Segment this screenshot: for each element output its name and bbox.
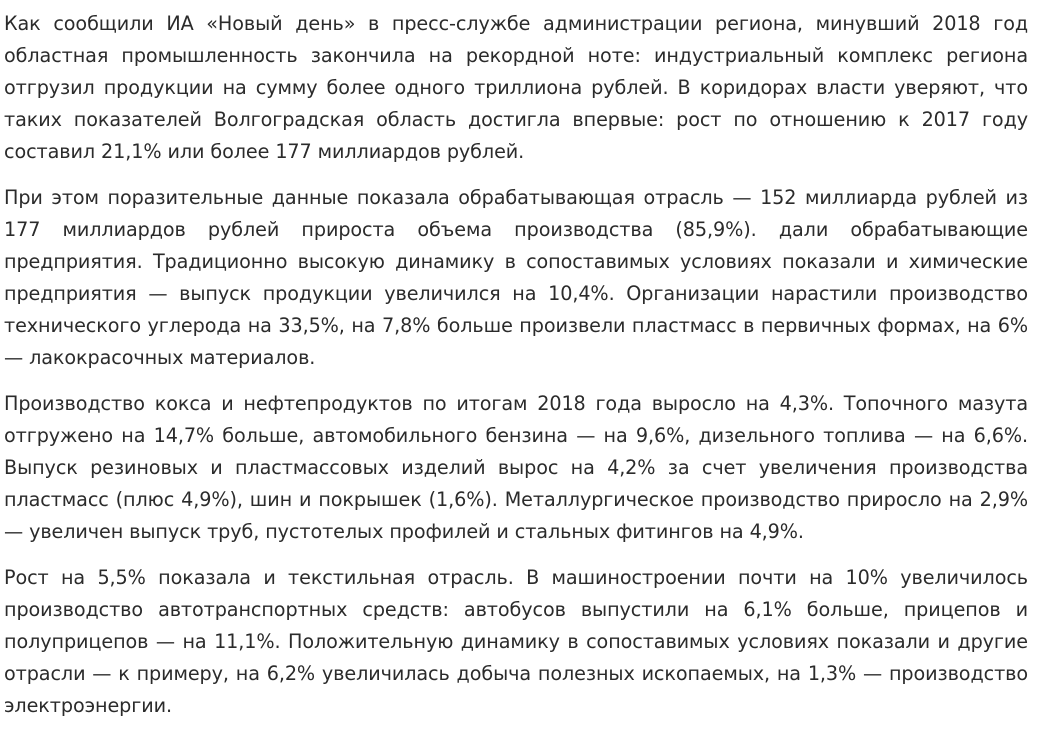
article-paragraph: Как сообщили ИА «Новый день» в пресс-службе администрации региона, минувший 2018 год областная промышленность закончила на рекордной ноте: индустриальный комплекс региона отгрузил продукции на сумму более одного триллиона рублей. В коридорах власти уверяют, что таких показателей Волгоградская область достигла впервые: рост по отношению к 2017 году составил 21,1% или более 177 миллиардов рублей. (4, 12, 1028, 163)
article-paragraph: При этом поразительные данные показала обрабатывающая отрасль — 152 миллиарда рублей из 177 миллиардов рублей прироста объема производства (85,9%). дали обрабатывающие предприятия. Традиционно высокую динамику в сопоставимых условиях показали и химические предприятия — выпуск продукции увеличился на 10,4%. Организации нарастили производство технического углерода на 33,5%, на 7,8% больше произвели пластмасс в первичных формах, на 6% — лакокрасочных материалов. (4, 186, 1028, 369)
article-paragraph: Рост на 5,5% показала и текстильная отрасль. В машиностроении почти на 10% увеличилось производство автотранспортных средств: автобусов выпустили на 6,1% больше, прицепов и полуприцепов — на 11,1%. Положительную динамику в сопоставимых условиях показали и другие отрасли — к примеру, на 6,2% увеличилась добыча полезных ископаемых, на 1,3% — производство электроэнергии. (4, 566, 1028, 717)
article-paragraph: Производство кокса и нефтепродуктов по итогам 2018 года выросло на 4,3%. Топочного мазута отгружено на 14,7% больше, автомобильного бензина — на 9,6%, дизельного топлива — на 6,6%. Выпуск резиновых и пластмассовых изделий вырос на 4,2% за счет увеличения производства пластмасс (плюс 4,9%), шин и покрышек (1,6%). Металлургическое производство приросло на 2,9% — увеличен выпуск труб, пустотелых профилей и стальных фитингов на 4,9%. (4, 392, 1028, 543)
article-body (4, 8, 1028, 736)
